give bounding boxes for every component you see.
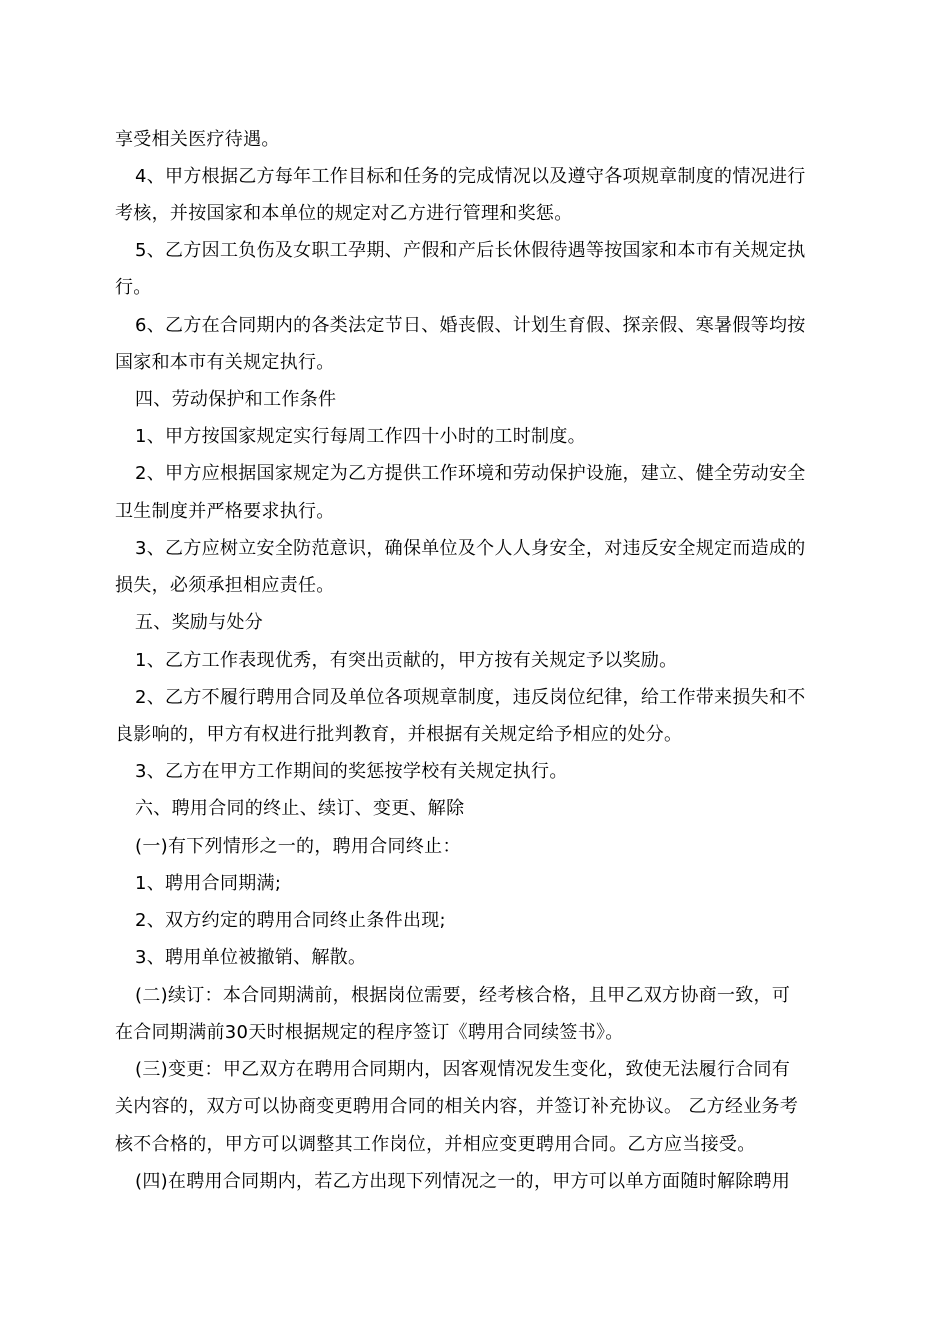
text-line: (一)有下列情形之一的，聘用合同终止： — [135, 836, 461, 857]
text-line: 核不合格的，甲方可以调整其工作岗位，并相应变更聘用合同。乙方应当接受。 — [115, 1134, 756, 1155]
text-line: 3、乙方应树立安全防范意识，确保单位及个人人身安全，对违反安全规定而造成的 — [135, 538, 806, 559]
text-line: 2、双方约定的聘用合同终止条件出现; — [135, 910, 446, 931]
text-line: 关内容的，双方可以协商变更聘用合同的相关内容，并签订补充协议。 乙方经业务考 — [115, 1096, 799, 1117]
text-line: 1、乙方工作表现优秀，有突出贡献的，甲方按有关规定予以奖励。 — [135, 650, 678, 671]
section-heading: 六、聘用合同的终止、续订、变更、解除 — [135, 798, 465, 819]
text-line: 行。 — [115, 277, 152, 298]
text-line: (二)续订：本合同期满前，根据岗位需要，经考核合格，且甲乙双方协商一致，可 — [135, 985, 791, 1006]
section-heading: 五、奖励与处分 — [135, 612, 264, 633]
text-line: (四)在聘用合同期内，若乙方出现下列情况之一的，甲方可以单方面随时解除聘用 — [135, 1171, 791, 1192]
text-line: 1、聘用合同期满; — [135, 873, 282, 894]
text-line: 3、乙方在甲方工作期间的奖惩按学校有关规定执行。 — [135, 761, 568, 782]
text-line: 在合同期满前30天时根据规定的程序签订《聘用合同续签书》。 — [115, 1022, 624, 1043]
text-line: 1、甲方按国家规定实行每周工作四十小时的工时制度。 — [135, 426, 586, 447]
text-line: 2、甲方应根据国家规定为乙方提供工作环境和劳动保护设施，建立、健全劳动安全 — [135, 463, 806, 484]
text-line: (三)变更：甲乙双方在聘用合同期内，因客观情况发生变化，致使无法履行合同有 — [135, 1059, 791, 1080]
text-line: 卫生制度并严格要求执行。 — [115, 501, 335, 522]
text-line: 国家和本市有关规定执行。 — [115, 352, 335, 373]
text-line: 6、乙方在合同期内的各类法定节日、婚丧假、计划生育假、探亲假、寒暑假等均按 — [135, 315, 806, 336]
text-line: 3、聘用单位被撤销、解散。 — [135, 947, 367, 968]
text-line: 损失，必须承担相应责任。 — [115, 575, 335, 596]
text-line: 2、乙方不履行聘用合同及单位各项规章制度，违反岗位纪律，给工作带来损失和不 — [135, 687, 806, 708]
section-heading: 四、劳动保护和工作条件 — [135, 389, 337, 410]
text-line: 4、甲方根据乙方每年工作目标和任务的完成情况以及遵守各项规章制度的情况进行 — [135, 166, 806, 187]
text-line: 良影响的，甲方有权进行批判教育，并根据有关规定给予相应的处分。 — [115, 724, 683, 745]
text-line: 享受相关医疗待遇。 — [115, 129, 280, 150]
text-line: 5、乙方因工负伤及女职工孕期、产假和产后长休假待遇等按国家和本市有关规定执 — [135, 240, 806, 261]
text-line: 考核，并按国家和本单位的规定对乙方进行管理和奖惩。 — [115, 203, 573, 224]
